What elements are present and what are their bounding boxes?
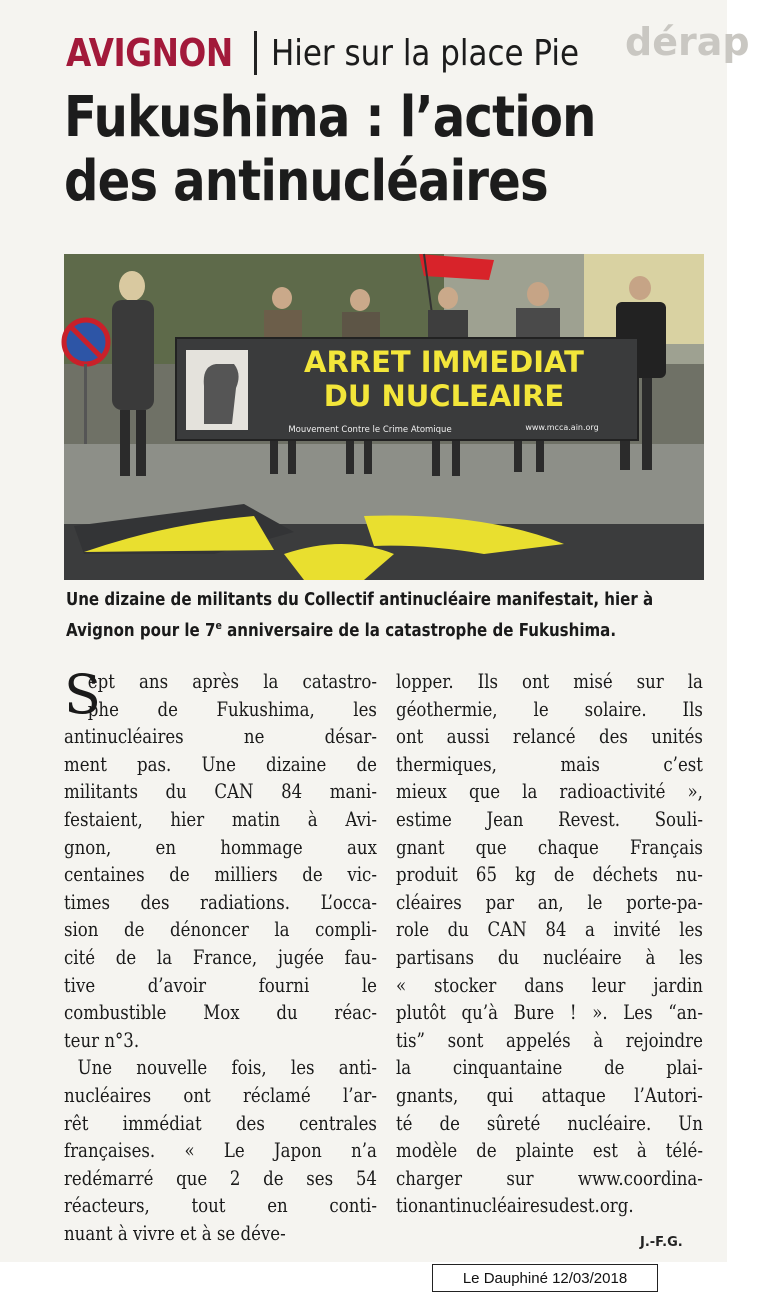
- article-line: tis” sont appelés à rejoindre: [396, 1028, 703, 1052]
- article-line: ont aussi relancé des unités: [396, 725, 703, 749]
- article-line: thermiques, mais c’est: [396, 752, 703, 776]
- article-line: gnants, qui attaque l’Autori-: [396, 1083, 703, 1107]
- article-line: role du CAN 84 a invité les: [396, 918, 703, 942]
- article-line: nucléaires ont réclamé l’ar-: [64, 1083, 377, 1107]
- article-line: la cinquantaine de plai-: [396, 1056, 703, 1080]
- article-line: tive d’avoir fourni le: [64, 973, 377, 997]
- headline: [64, 86, 684, 214]
- source-label: Le Dauphiné 12/03/2018: [432, 1264, 658, 1292]
- headline-line-2: des antinucléaires: [64, 149, 548, 214]
- article-line: té de sûreté nucléaire. Un: [396, 1111, 703, 1135]
- article-line: militants du CAN 84 mani-: [64, 780, 377, 804]
- article-line: produit 65 kg de déchets nu-: [396, 863, 703, 887]
- kicker-divider: [254, 31, 257, 75]
- article-line: antinucléaires ne désar-: [64, 725, 377, 749]
- photo-caption: [66, 588, 726, 644]
- article-line: cléaires par an, le porte-pa-: [396, 890, 703, 914]
- article-column-1: [64, 663, 377, 1247]
- kicker-city: AVIGNON: [66, 31, 233, 75]
- article-line: sion de dénoncer la compli-: [64, 918, 377, 942]
- article-line: réacteurs, tout en conti-: [64, 1194, 377, 1218]
- caption-line-1: Une dizaine de militants du Collectif antinucléaire manifestait, hier à: [66, 590, 654, 610]
- article-line: ept ans après la catastro-: [87, 670, 377, 693]
- article-line: ment pas. Une dizaine de: [64, 752, 377, 776]
- author-signature: J.-F.G.: [640, 1235, 683, 1250]
- banner-line-2: DU NUCLEAIRE: [323, 379, 565, 413]
- article-line: times des radiations. L’occa-: [64, 890, 377, 914]
- article-line: cité de la France, jugée fau-: [64, 945, 377, 969]
- article-line: teur n°3.: [64, 1028, 140, 1052]
- kicker-subtitle: Hier sur la place Pie: [271, 32, 580, 74]
- protest-photo-illustration: [64, 254, 704, 580]
- article-line: « stocker dans leur jardin: [396, 973, 703, 997]
- banner-site: www.mcca.ain.org: [525, 423, 599, 432]
- protest-photo: [64, 254, 704, 580]
- article-line: redémarré que 2 de ses 54: [64, 1166, 377, 1190]
- banner-org: Mouvement Contre le Crime Atomique: [288, 425, 452, 435]
- article-line: combustible Mox du réac-: [64, 1001, 377, 1025]
- article-line: françaises. « Le Japon n’a: [64, 1139, 377, 1163]
- article-line: estime Jean Revest. Souli-: [396, 807, 703, 831]
- drop-cap: S: [64, 663, 101, 726]
- article-line: nuant à vivre et à se déve-: [64, 1221, 286, 1245]
- banner-line-1: ARRET IMMEDIAT: [304, 345, 584, 379]
- article-line: rêt immédiat des centrales: [64, 1111, 377, 1135]
- headline-line-1: Fukushima : l’action: [64, 85, 596, 150]
- article-line: partisans du nucléaire à les: [396, 945, 703, 969]
- article-line: festaient, hier matin à Avi-: [64, 807, 377, 831]
- article-line: mieux que la radioactivité »,: [396, 780, 703, 804]
- article-line: Une nouvelle fois, les anti-: [77, 1056, 377, 1080]
- article-line: centaines de milliers de vic-: [64, 863, 377, 887]
- kicker: [66, 30, 629, 76]
- article-column-2: [396, 668, 702, 1220]
- article-line: phe de Fukushima, les: [87, 697, 377, 721]
- article-line: charger sur www.coordina-: [396, 1166, 703, 1190]
- article-line: plutôt qu’à Bure ! ». Les “an-: [396, 1001, 703, 1025]
- article-line: gnon, en hommage aux: [64, 835, 377, 859]
- article-line: modèle de plainte est à télé-: [396, 1139, 703, 1163]
- bleed-through-text: dérap: [625, 20, 750, 64]
- article-line: géothermie, le solaire. Ils: [396, 697, 703, 721]
- article-line: lopper. Ils ont misé sur la: [396, 670, 703, 693]
- article-line: tionantinucléairesudest.org.: [396, 1194, 634, 1218]
- article-line: gnant que chaque Français: [396, 835, 703, 859]
- caption-line-2: Avignon pour le 7e anniversaire de la catastrophe de Fukushima.: [66, 619, 617, 641]
